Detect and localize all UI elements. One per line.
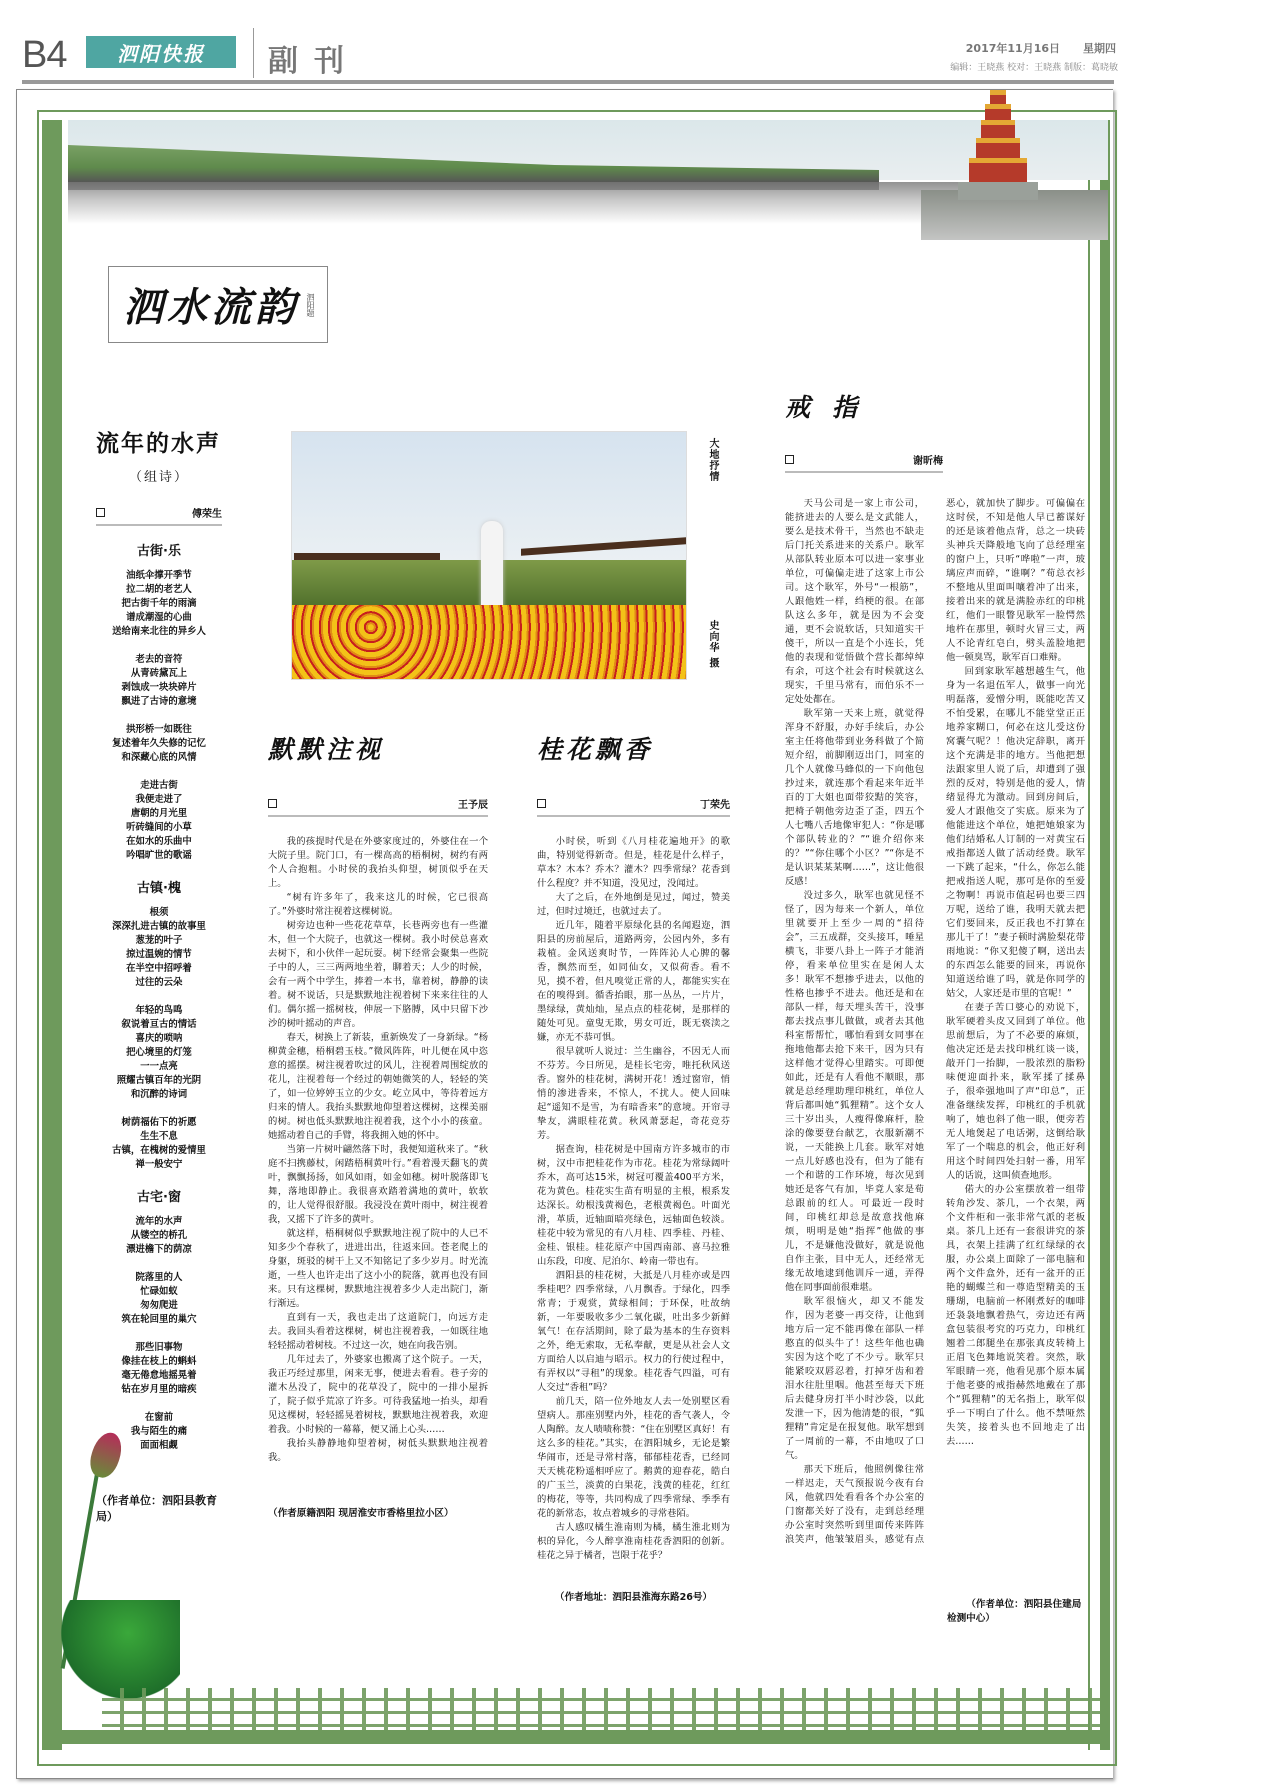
article-paragraph: 几年过去了，外婆家也搬离了这个院子。一天，我正巧经过那里，闲来无事，便进去看看。巷子旁的灌木丛没了，院中的花草没了，院中的一排小屋拆了，院子似乎荒凉了许多。可待我猛地一抬头，却看见这棵树，轻轻摇晃着树枝，默默地注视着我，欢迎着我。小时候的一幕幕，便又涌上心头…… <box>268 1354 488 1435</box>
poem-line: 油纸伞撑开季节 <box>126 570 192 581</box>
photo-caption-title: 大地抒情 <box>707 438 718 482</box>
article-ring <box>785 388 1085 1547</box>
article-1-byline <box>268 796 488 817</box>
poem-line: 叙说着亘古的情话 <box>121 1019 197 1030</box>
article-paragraph: 天马公司是一家上市公司，能挤进去的人要么是文武能人，要么是技术骨干，当然也不缺走后门托关系进来的关系户。耿军从部队转业原本可以进一家事业单位，可偏偏走进了这家上市公司。这个耿军，外号“一根筋”，人跟他姓一样，绉梗的很。在部队这么多年，就是因为不会变通，更不会说软话，只知道实干傻干，所以一直是个小连长，凭他的表现和觉悟做个营长都绰绰有余，可这个社会有时候就这么现实，千里马常有，而伯乐不一定处处都在。 <box>785 498 924 705</box>
poem-line: 根须 <box>149 907 169 918</box>
poem-line: 古镇，在槐树的爱情里 <box>112 1145 206 1156</box>
poem-line: 飘进了古诗的意境 <box>121 696 197 707</box>
poem-line: 拉二胡的老艺人 <box>126 584 192 595</box>
poem-section-heading: 古街·乐 <box>137 544 181 559</box>
poem-section-heading: 古宅·窗 <box>137 1190 181 1205</box>
calligraphy-seal: 泗阳题 <box>306 292 315 317</box>
poem-line: 面面相觑 <box>140 1440 178 1451</box>
article-paragraph: 回到家耿军越想越生气，他身为一名退伍军人，做事一向光明磊落，爱憎分明，既能吃苦又不怕受累，在哪儿不能堂堂正正地养家糊口，何必在这儿受这份窝囊气呢？！他决定辞职，离开这个充满是非的地方。当他把想法跟家里人说了后，却遭到了强烈的反对，特别是他的爱人，情绪显得尤为激动。回到房间后，爱人才跟他交了实底。原来为了他能进这个单位，她把她娘家为他们结婚私人订制的一对黄宝石戒指都送人做了活动经费。耿军一下跳了起来，“什么，你怎么能把戒指送人呢，那可是你的至爱之物啊！再说市值起码也要三四万呢，送给了谁，我明天就去把它们要回来，反正我也不打算在那儿干了！”妻子顿时满脸梨花带雨地说：“你又犯傻了啊，送出去的东西怎么能要的回来，再说你知道送给谁了吗，就是你同学的姑父，人家还是市里的官呢！” <box>946 666 1085 999</box>
article-paragraph: 耿军第一天来上班，就觉得浑身不舒服，办好手续后，办公室主任将他带到业务科做了个简短介绍，前脚刚迈出门，同室的几个人就像马蜂似的一下向他包抄过来，就连那个看起来年近半百的丁大姐也面带狡黠的笑容，把椅子朝他旁边歪了歪，四五个人七嘴八舌地像审犯人：“你是哪个部队转业的？”“谁介绍你来的？”“你住哪个小区？”“你是不是认识某某某啊……”，这让他很反感！ <box>785 708 924 887</box>
poem-line: 和深藏心底的风情 <box>121 752 197 763</box>
article-paragraph: 大了之后，在外地倒是见过，闻过，赞美过，但时过境迁，也就过去了。 <box>537 892 730 917</box>
poem-section-heading: 古镇·槐 <box>137 881 181 896</box>
poem-subtitle: （组诗） <box>128 470 189 485</box>
poem-column <box>96 425 222 1525</box>
poem-title: 流年的水声 <box>96 430 221 457</box>
poem-line: 年轻的鸟鸣 <box>135 1005 183 1016</box>
article-paragraph: 当第一片树叶翩然落下时，我便知道秋来了。“秋庭不扫携藤杖，闲踏梧桐黄叶行。”看着漫天翻飞的黄叶，飘飘扬扬，如风如雨，如金如穗。树叶脱落即飞舞，落地即静止。我很喜欢踏着满地的黄叶，软软的，让人觉得很舒服。我浸没在黄叶雨中，树注视着我，又摇下了许多的黄叶。 <box>268 1144 488 1225</box>
article-1-footer: （作者原籍泗阳 现居淮安市香格里拉小区） <box>268 1508 454 1519</box>
poem-line: 复述着年久失修的记忆 <box>112 738 206 749</box>
article-2-author: 丁荣先 <box>700 800 730 811</box>
poem-line: 院落里的人 <box>135 1272 183 1283</box>
decorative-green-band-right <box>1100 120 1110 1750</box>
article-paragraph: 没过多久，耿军也就见怪不怪了，因为每来一个新人，单位里就要开上至少一周的“招待会”，三五成群，交头接耳，唾星横飞，非要八卦上一阵子才能消停，看来单位里实在是闲人太多！耿军不想掺乎进去，以他的性格也掺乎不进去。他还是和在部队一样，每天埋头苦干，没事都去找点事儿做做，或者去其他科室帮帮忙，哪怕看到女同事在拖地他都去抢下来干，因为只有这样他才觉得心里踏实。可即便如此，还是有人看他不顺眼，那就是总经理助理印桃红，单位人背后都叫她“狐狸精”。这个女人三十岁出头，人瘦得像麻杆，脸涂的像要登台献艺，衣服新潮不说，一天能换上几套。耿军对她一点儿好感也没有，但为了能有一个和谐的工作环境，每次见到她还是客气有加，毕竟人家是荀总跟前的红人。可最近一段时间，印桃红却总是故意找他麻烦，明明是她“指挥”他做的事儿，不是嫌他没做好，就是说他自作主张，目中无人，还经常无缘无故地逮到他训斥一通，弄得他在同事面前很难堪。 <box>785 890 924 1293</box>
poem-line: 流年的水声 <box>135 1216 183 1227</box>
poem-line: 筑在轮回里的巢穴 <box>121 1314 197 1325</box>
article-osmanthus <box>537 730 730 1603</box>
pagoda-icon <box>958 90 1038 200</box>
poem-line: 我便走进了 <box>135 794 183 805</box>
masthead-rule <box>22 80 1114 84</box>
poem-line: 深深扎进古镇的故事里 <box>112 921 206 932</box>
poem-line: 一一点亮 <box>140 1061 178 1072</box>
poem-line: 听砖缝间的小草 <box>126 822 192 833</box>
article-paragraph: 据查询，桂花树是中国南方许多城市的市树，汉中市把桂花作为市花。桂花为常绿阔叶乔木，高可达15米，树冠可覆盖400平方米，花为黄色。桂花实生苗有明显的主根，根系发达深长。幼根浅黄褐色，老根黄褐色。叶面光滑，革质，近轴面暗亮绿色，远轴面色较淡。桂花中较为常见的有八月桂、四季桂、丹桂、金桂、银桂。桂花原产中国西南部、喜马拉雅山东段，印度、尼泊尔、岭南一带也有。 <box>537 1144 730 1267</box>
poem-author-unit: （作者单位：泗阳县教育局） <box>96 1494 217 1523</box>
poem-line: 老去的音符 <box>135 654 183 665</box>
issue-date <box>966 40 1116 56</box>
poem-line: 剥蚀成一块块碎片 <box>121 682 197 693</box>
poem-line: 那些旧事物 <box>135 1342 183 1353</box>
article-paragraph: “树有许多年了，我来这儿的时候，它已很高了。”外婆时常注视着这棵树说。 <box>268 892 488 917</box>
article-paragraph: 那天下班后，他照例像往常一样迟走，天气预报说今夜有台风，他就四处看看各个办公室的门窗都关好了没有，走到总经理办公室时突然听到里面传来阵阵浪笑声，他皱皱眉头，感觉有点恶心，就加快了脚步。可偏偏在这时侯，不知是他人早已蓄谋好的还是该着他点背，总之一块砖头神兵天降般地飞向了总经理室的窗户上，只听“哗啦”一声，玻璃应声而碎，“谁啊？”荀总衣衫不整地从里面叫嚷着冲了出来，接着出来的就是满脸赤红的印桃红，他们一眼瞥见耿军一脸愕然地杵在那里，顿时火冒三丈，两人不论青红皂白，劈头盖脸地把他一顿臭骂，耿军百口难辩。 <box>785 498 1085 1545</box>
poem-line: 像挂在枝上的蝌蚪 <box>121 1356 197 1367</box>
column-title-calligraphy: 泗水流韵 <box>123 284 299 331</box>
article-paragraph: 春天，树换上了新装，重新焕发了一身新绿。“杨柳黄金穗，梧桐碧玉枝。”微风阵阵，叶儿便在风中恣意的摇摆。树注视着吹过的风儿，注视着周围绽放的花儿，注视着每一个经过的朝她微笑的人，轻轻的笑了，如一位婷婷玉立的少女。屹立风中，等待着远方归来的情人。我抬头默默地仰望着这棵树，这棵美丽的树。树也低头默默地注视着我，这个小小的孩童。她摇动着自己的手臂，将我拥入她的怀中。 <box>268 1032 488 1141</box>
article-1-author: 王予辰 <box>458 800 488 811</box>
article-paragraph: 泗阳县的桂花树，大抵是八月桂亦或是四季桂吧？四季常绿，八月飘香。于绿化，四季常青；于观赏，黄绿相间；于环保，吐故纳新，一年要吸收多少二氧化碳，吐出多少新鲜氧气！在存活期间，除了最为基本的生存资料之外，绝无索取，无私奉献，更是从社会人文方面给人以启迪与昭示。权力的行使过程中，有弄权以“寻租”的现象。桂花香气四溢，可有人交过“香租”吗？ <box>537 1270 730 1393</box>
byline-square-icon <box>96 508 105 517</box>
section-name: 副刊 <box>268 44 360 79</box>
poem-line: 和沉醉的诗词 <box>130 1089 188 1100</box>
editor-credits: 编辑：王晓燕 校对：王晓燕 制版：葛晓敏 <box>950 63 1118 73</box>
newspaper-logo: 泗阳快报 <box>86 36 236 68</box>
poem-line: 在窗前 <box>144 1412 174 1423</box>
byline-square-icon <box>785 455 794 464</box>
poem-line: 匆匆爬进 <box>140 1300 178 1311</box>
statue-flower-photo <box>291 431 687 680</box>
article-paragraph: 在妻子苦口婆心的劝说下，耿军硬着头皮又回到了单位。他思前想后，为了不必要的麻烦，他决定还是去找印桃红谈一谈，敲开门一抬脚，一股浓烈的脂粉味便迎面扑来，耿军揉了揉鼻子，很牵强地叫了声“印总”，正准备继续发挥，印桃红的手机就响了，她也斜了他一眼，便旁若无人地煲起了电话粥，这倒给耿军了一个喘息的机会，他正好利用这个时间四处扫射一番，用军人的话说，这叫侦查地形。 <box>946 1002 1085 1181</box>
article-2-footer: （作者地址：泗阳县淮海东路26号） <box>554 1592 713 1603</box>
decorative-rule-right <box>1088 120 1090 1750</box>
date-text: 2017年11月16日 <box>965 42 1061 55</box>
article-paragraph: 就这样，梧桐树似乎默默地注视了院中的人已不知多少个春秋了，进进出出，往返来回。苍老爬上的身躯，斑驳的树干上又不知铭记了多少岁月。时光流逝，一些人也许走出了这小小的院落，就再也没有回来。只有这棵树，默默地注视着多少人走出院门，渐行渐远。 <box>268 1228 488 1309</box>
poem-body <box>96 540 222 1453</box>
poem-line: 钻在岁月里的暗疾 <box>121 1384 197 1395</box>
poem-line: 过往的云朵 <box>135 977 183 988</box>
poem-byline <box>96 505 222 526</box>
poem-line: 忙碌如蚁 <box>140 1286 178 1297</box>
article-2-title: 桂花飘香 <box>537 735 654 764</box>
article-paragraph: 我抬头静静地仰望着树，树低头默默地注视着我。 <box>268 1438 488 1463</box>
poem-line: 毫无倦怠地摇晃着 <box>121 1370 197 1381</box>
poem-line: 在如水的乐曲中 <box>126 836 192 847</box>
masthead-divider <box>253 28 254 78</box>
poem-line: 走进古街 <box>140 780 178 791</box>
article-3-body <box>785 497 1085 1547</box>
poem-line: 把心境里的灯笼 <box>126 1047 192 1058</box>
article-paragraph: 直到有一天，我也走出了这道院门，向远方走去。我回头看着这棵树，树也注视着我，一如既往地轻轻摇动着树枝。不过这一次，她在向我告别。 <box>268 1312 488 1351</box>
article-3-title: 戒指 <box>785 393 880 422</box>
column-title-box <box>108 266 328 343</box>
photo-credit: 史向华 摄 <box>707 620 718 669</box>
poem-line: 漂进檐下的荫凉 <box>126 1244 192 1255</box>
poem-line: 照耀古镇百年的光阴 <box>116 1075 202 1086</box>
poem-line: 在半空中招呼着 <box>126 963 192 974</box>
poem-line: 葱茏的叶子 <box>135 935 183 946</box>
poem-line: 从青砖黛瓦上 <box>130 668 188 679</box>
poem-line: 唐朝的月光里 <box>130 808 188 819</box>
article-paragraph: 近几年，随着平原绿化县的名闻遐迩，泗阳县的房前屋后，道路两旁，公园内外，多有栽植。金风送爽时节，一阵阵沁人心脾的馨香，飘然而至，如同仙女，又似荷香。看不见，摸不着，但凡嗅觉正常的人，都能实实在在的嗅得到。循香抬眼，那一丛丛，一片片，墨绿绿，黄灿灿，星点点的桂花树，是那样的随处可见。童叟无欺，男女可近，既无亵渎之嫌，亦无不恭可惧。 <box>537 920 730 1043</box>
article-1-body <box>268 835 488 1465</box>
page-number: B4 <box>22 34 67 76</box>
masthead <box>0 0 1280 85</box>
byline-square-icon <box>537 799 546 808</box>
poem-line: 谱成潮湿的心曲 <box>126 612 192 623</box>
poem-line: 喜庆的唢呐 <box>135 1033 183 1044</box>
poem-line: 禅一般安宁 <box>135 1159 183 1170</box>
poem-line: 生生不息 <box>140 1131 178 1142</box>
article-paragraph: 很早就听人说过：兰生幽谷，不因无人而不芬芳。今日所见，是桂长宅旁，唯托秋风送香。窗外的桂花树，满树开花！透过窗帘，悄悄的渗进香来，不惊人，不扰人。使人回味起“遥知不是雪，为有暗香来”的意境。开帘寻挚友，满眼桂花黄。秋风萧瑟起，奇花竞芬芳。 <box>537 1046 730 1141</box>
byline-square-icon <box>268 799 277 808</box>
poem-line: 送给南来北往的异乡人 <box>112 626 206 637</box>
poem-line: 掠过温婉的情节 <box>126 949 192 960</box>
article-paragraph: 小时侯，听到《八月桂花遍地开》的歌曲，特别觉得新奇。但是，桂花是什么样子，草本？木本？乔木？灌木？四季常绿？花香到什么程度？并不知道，没见过，没闻过。 <box>537 836 730 889</box>
poem-line: 把古街千年的雨滴 <box>121 598 197 609</box>
article-paragraph: 前几天，陪一位外地友人去一处别墅区看望病人。那座别墅内外，桂花的香气袭人，令人陶醉。友人啧啧称赞：“住在别墅区真好！有这么多的桂花。”其实，在泗阳城乡，无论是繁华闹市，还是寻常村落，郁郁桂花香，已经同天天桃花粉遥相呼应了。鹅黄的迎春花，皓白的广玉兰，淡黄的白果花，浅黄的桂花，红红的梅花，等等，共同构成了四季常绿、季季有花的新常态，妆点着城乡的寻常巷陌。 <box>537 1396 730 1519</box>
landscape-banner-image <box>68 120 1108 240</box>
article-paragraph: 树旁边也种一些花花草草，长巷两旁也有一些灌木，但一个大院子，也就这一棵树。我小时侯总喜欢去树下，和小伙伴一起玩耍。树下经常会聚集一些院子中的人，三三两两地坐着，聊着天；人少的时候，会有一两个中学生，捧着一本书，靠着树，静静的读着。树不说话，只是默默地注视着树下来来往往的人们。偶尔摇一摇树枝，伸展一下胳膊，风中只留下沙沙的树叶摇动的声音。 <box>268 920 488 1029</box>
article-3-byline <box>785 452 943 473</box>
article-1-title: 默默注视 <box>268 735 385 764</box>
article-paragraph: 耿军很恼火，却又不能发作，因为老婆一再交待，让他到地方后一定不能再像在部队一样憨直的似头牛了！这些年他也确实因为这个吃了不少亏。耿军只能紧咬双唇忍着，打掉牙齿和着泪水往肚里咽。他甚至每天下班后去健身房打半小时沙袋，以此发泄一下，因为他清楚的很，“狐狸精”肯定是在报复他。耿军想到了一周前的一幕，不由地叹了口气。 <box>785 1296 924 1461</box>
decorative-green-band-left <box>42 120 62 1750</box>
article-paragraph: 古人感叹橘生淮南则为橘，橘生淮北则为枳的异化，今人醉享淮南桂花香泗阳的创新。桂花之异于橘者，岂限于花乎？ <box>537 1522 730 1561</box>
article-paragraph: 偌大的办公室摆放着一组带转角沙发、茶几，一个衣架，两个文件柜和一张非常气派的老板桌。茶几上还有一套很讲究的茶具，衣架上挂满了红红绿绿的衣服，办公桌上面除了一部电脑和两个文件盒外，还有一盆开的正艳的蝴蝶兰和一尊造型精美的玉珊瑚，电脑前一杯刚煮好的咖啡还袅袅地飘着热气，旁边还有两盒包装很考究的巧克力，印桃红翘着二郎腿坐在那张真皮转椅上正眉飞色舞地说笑着。突然，耿军眼睛一亮，他看见那个原本属于他老婆的戒指赫然地戴在了那个“狐狸精”的无名指上，耿军似乎一下明白了什么。他不禁哑然失笑，接着头也不回地走了出去…… <box>946 1184 1085 1447</box>
article-silent-gaze <box>268 730 488 1519</box>
article-3-author: 谢昕梅 <box>913 456 943 467</box>
article-3-footer: （作者单位：泗阳县住建局检测中心） <box>947 1599 1082 1624</box>
weekday-text: 星期四 <box>1083 42 1116 55</box>
poem-line: 从镂空的桥孔 <box>130 1230 188 1241</box>
article-2-body <box>537 835 730 1563</box>
poem-line: 我与陌生的痛 <box>130 1426 188 1437</box>
article-paragraph: 我的孩提时代是在外婆家度过的，外婆住在一个大院子里。院门口，有一棵高高的梧桐树，树约有两个人合抱粗。小时侯的我抬头仰望，树顶似乎在天上。 <box>268 836 488 889</box>
article-2-byline <box>537 796 730 817</box>
poem-line: 拱形桥一如既往 <box>126 724 192 735</box>
poem-line: 吟唱旷世的歌谣 <box>126 850 192 861</box>
poem-line: 树荫福佑下的祈愿 <box>121 1117 197 1128</box>
lattice-border-decoration <box>62 1680 1110 1744</box>
poem-author: 傅荣生 <box>192 509 222 520</box>
